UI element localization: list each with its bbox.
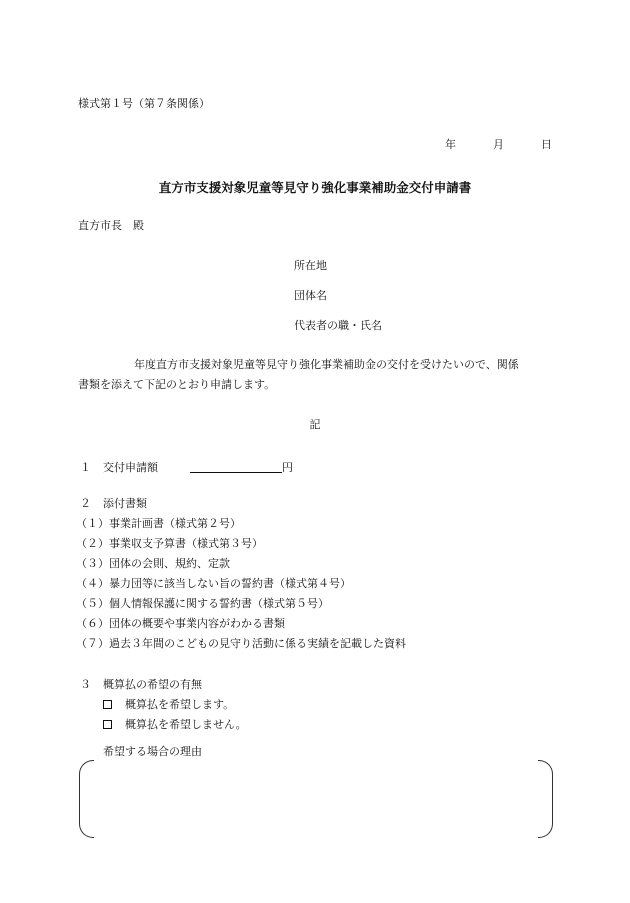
- group-name-label: 団体名: [294, 289, 327, 302]
- attachment-doc-4: （４）暴力団等に該当しない旨の誓約書（様式第４号）: [76, 577, 351, 590]
- attachment-doc-7: （７）過去３年間のこどもの見守り活動に係る実績を記載した資料: [76, 637, 406, 650]
- option-no-request: [103, 718, 247, 731]
- item-3-number: ３: [80, 678, 91, 691]
- option-request: [103, 698, 234, 711]
- option-no-request-label: 概算払を希望しません。: [125, 718, 247, 731]
- ki-heading: 記: [309, 418, 321, 431]
- item-1: [80, 460, 293, 474]
- date-day-label: 日: [541, 138, 552, 151]
- document-title: 直方市支援対象児童等見守り強化事業補助金交付申請書: [158, 180, 472, 195]
- amount-blank: [190, 460, 282, 473]
- reason-label: 希望する場合の理由: [103, 745, 202, 758]
- item-2-number: ２: [80, 497, 91, 510]
- item-1-number: １: [80, 461, 91, 474]
- addressee: 直方市長 殿: [78, 219, 144, 232]
- representative-label: 代表者の職・氏名: [294, 319, 382, 332]
- item-2-heading: [80, 497, 147, 510]
- attachment-doc-3: （３）団体の会則、規約、定款: [76, 557, 230, 570]
- option-request-checkbox[interactable]: [103, 700, 112, 709]
- reason-box-right-bracket: [538, 760, 553, 838]
- date-month-label: 月: [493, 138, 504, 151]
- option-no-request-checkbox[interactable]: [103, 720, 112, 729]
- attachment-doc-5: （５）個人情報保護に関する誓約書（様式第５号）: [76, 597, 329, 610]
- form-number: 様式第１号（第７条関係）: [78, 97, 210, 110]
- item-3-heading: [80, 678, 202, 691]
- amount-unit: 円: [282, 461, 293, 474]
- address-label: 所在地: [294, 259, 327, 272]
- body-text-line-2: 書類を添えて下記のとおり申請します。: [78, 378, 276, 391]
- option-request-label: 概算払を希望します。: [125, 698, 235, 711]
- date-year-label: 年: [445, 138, 456, 151]
- item-1-label: 交付申請額: [103, 461, 158, 474]
- body-text-line-1: 年度直方市支援対象児童等見守り強化事業補助金の交付を受けたいので、関係: [134, 358, 519, 371]
- attachment-doc-1: （１）事業計画書（様式第２号）: [76, 517, 241, 530]
- item-2-label: 添付書類: [103, 497, 147, 510]
- attachment-doc-6: （６）団体の概要や事業内容がわかる書類: [76, 617, 285, 630]
- reason-box-left-bracket: [79, 760, 94, 838]
- attachment-doc-2: （２）事業収支予算書（様式第３号）: [76, 537, 263, 550]
- item-3-label: 概算払の希望の有無: [103, 678, 202, 691]
